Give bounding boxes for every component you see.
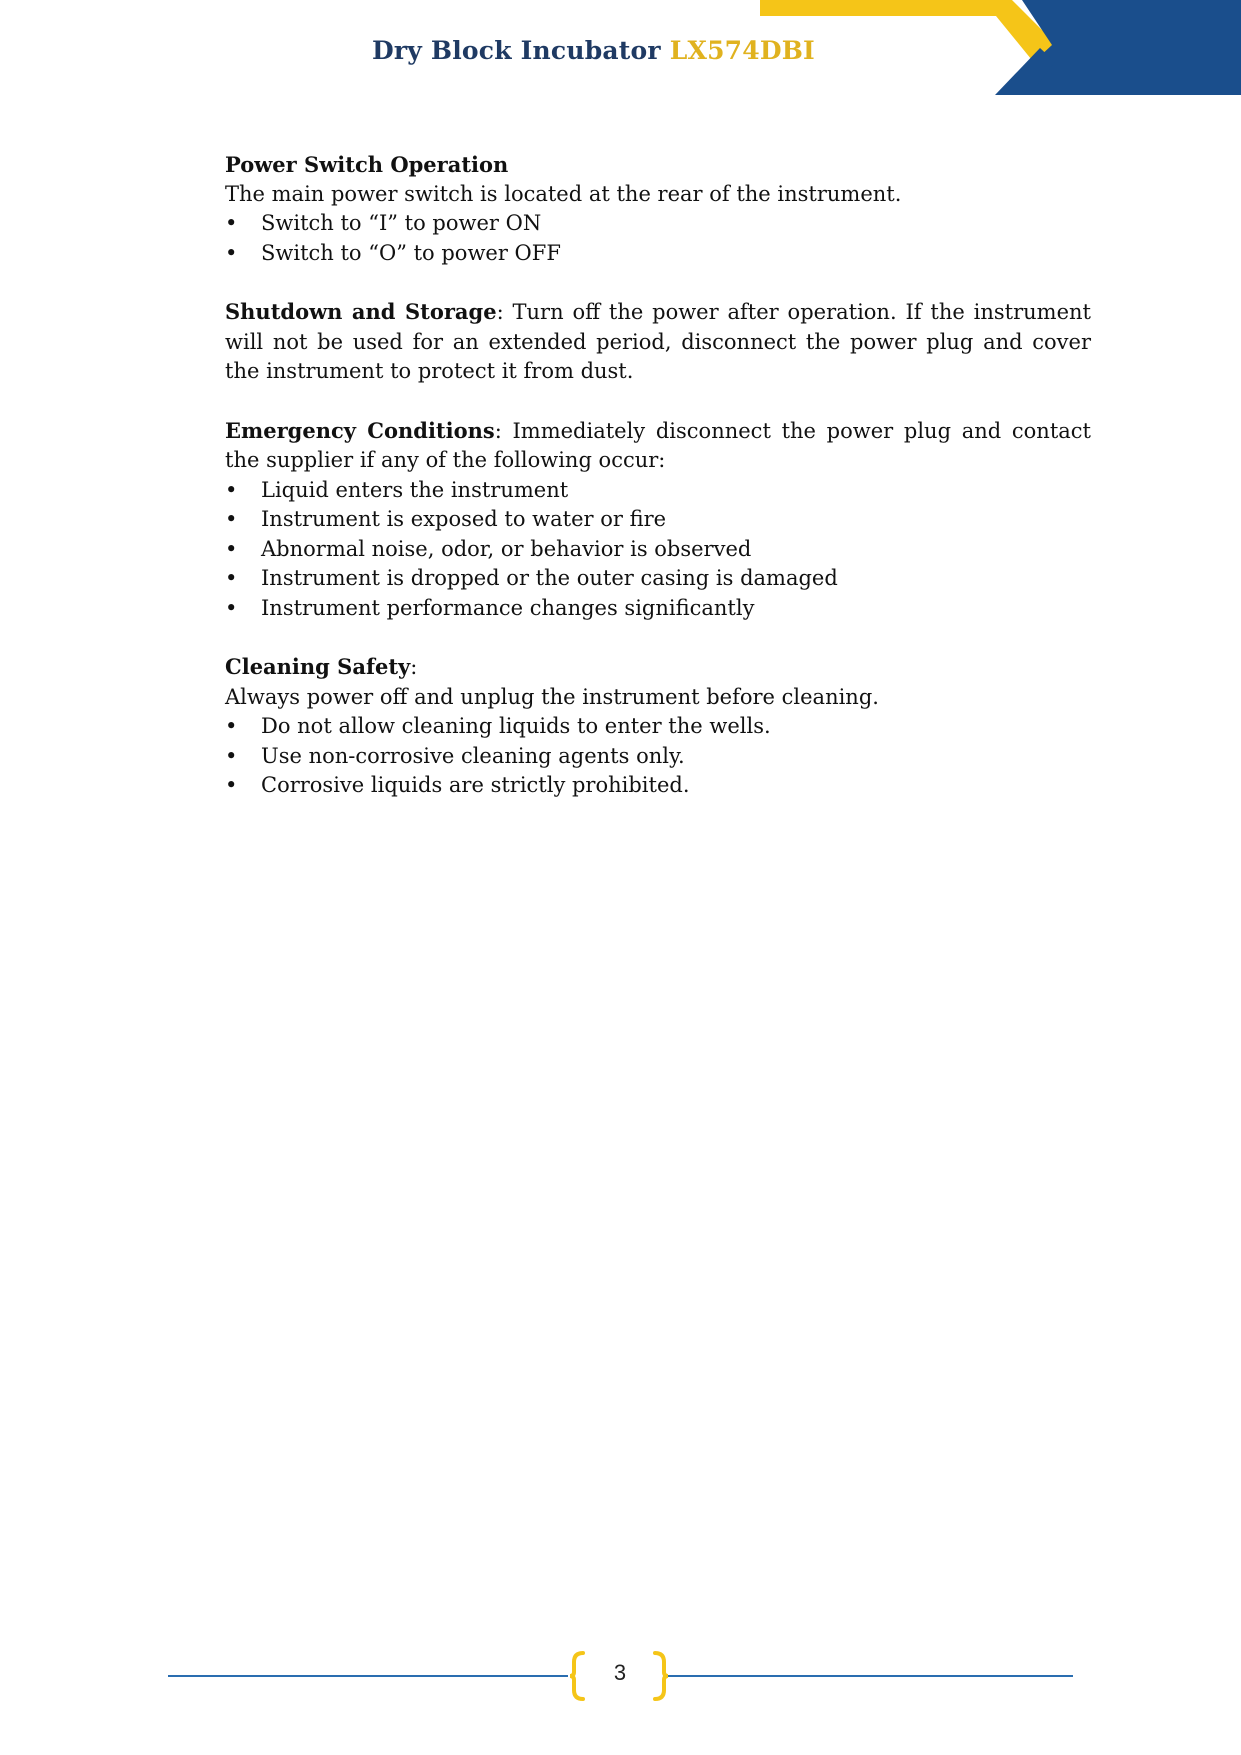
cleaning-list: [225, 712, 1091, 801]
footer-rule-right: [667, 1675, 1073, 1677]
shutdown-heading: Shutdown and Storage: [225, 299, 497, 324]
list-item: • Instrument performance changes significantly: [225, 594, 1091, 624]
cleaning-heading-line: [225, 652, 1091, 683]
emergency-heading: Emergency Conditions: [225, 417, 495, 443]
left-brace-icon: [568, 1650, 586, 1702]
list-item: • Use non-corrosive cleaning agents only.: [225, 742, 1091, 772]
page-number: 3: [613, 1660, 627, 1685]
list-item: • Instrument is dropped or the outer casing is damaged: [225, 564, 1091, 594]
list-item: • Switch to “O” to power OFF: [225, 239, 1091, 269]
list-item: • Do not allow cleaning liquids to enter the wells.: [225, 712, 1091, 742]
emergency-paragraph: [225, 416, 1091, 476]
document-title: [372, 36, 815, 65]
page-content: [225, 150, 1091, 801]
shutdown-paragraph: [225, 297, 1091, 387]
list-item: • Liquid enters the instrument: [225, 476, 1091, 506]
cleaning-heading: Cleaning Safety: [225, 654, 411, 679]
list-item: • Corrosive liquids are strictly prohibited.: [225, 771, 1091, 801]
product-name: Dry Block Incubator: [372, 36, 661, 65]
right-brace-icon: [652, 1650, 670, 1702]
power-switch-heading: Power Switch Operation: [225, 152, 509, 177]
shutdown-text: : Turn off the power after operation. If the instrument will not be used for an extended period, disconnect the power plug and cover the instrument to protect it from dust.: [225, 300, 1091, 383]
power-switch-text: The main power switch is located at the rear of the instrument.: [225, 181, 902, 206]
emergency-list: [225, 476, 1091, 624]
cleaning-text: Always power off and unplug the instrument before cleaning.: [225, 684, 879, 709]
list-item: • Switch to “I” to power ON: [225, 209, 1091, 239]
model-number: LX574DBI: [669, 36, 815, 65]
footer-rule-left: [168, 1675, 568, 1677]
power-switch-list: [225, 209, 1091, 268]
emergency-text: : Immediately disconnect the power plug and contact the supplier if any of the following occur:: [225, 418, 1091, 472]
cleaning-colon: :: [410, 655, 418, 679]
list-item: • Abnormal noise, odor, or behavior is observed: [225, 535, 1091, 565]
list-item: • Instrument is exposed to water or fire: [225, 505, 1091, 535]
